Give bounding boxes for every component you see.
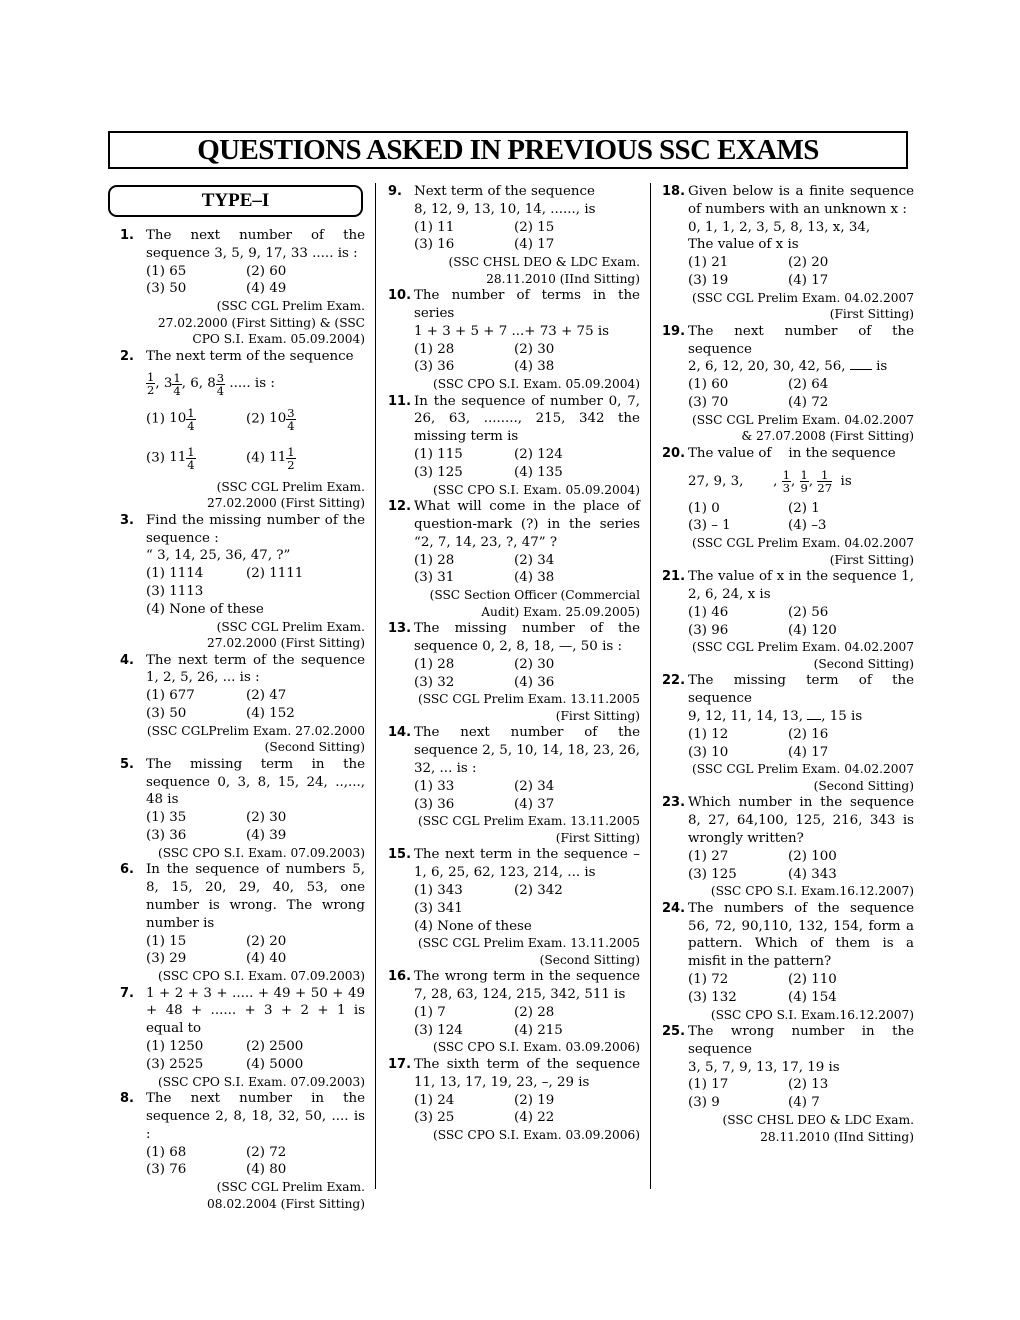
option: (1) 35 — [146, 810, 187, 826]
question-text: The next term of the sequence — [146, 348, 354, 364]
option: (1) 60 — [688, 377, 729, 393]
option: (1) 1250 — [146, 1039, 204, 1055]
option: (3) – 1 — [688, 518, 731, 534]
option: (2) 30 — [514, 656, 555, 672]
exam-source: (SSC CPO S.I. Exam. 07.09.2003) — [157, 1074, 365, 1089]
option: (2) 28 — [514, 1004, 555, 1020]
option: (1) 17 — [688, 1077, 729, 1093]
question-text: What will come in the place of question-mark (?) in the series “2, 7, 14, 23, ?, 47” ? — [414, 499, 640, 550]
exam-source: (SSC CGL Prelim Exam. 27.02.2000 (First Sitting) — [207, 619, 365, 651]
exam-source: (SSC CPO S.I. Exam. 07.09.2003) — [157, 969, 365, 984]
option: (4) 7 — [788, 1095, 820, 1111]
option: (4) 152 — [246, 706, 295, 722]
option: (4) 80 — [246, 1162, 287, 1178]
question-22: 22. The missing term of the sequence 9, 12, 11, 14, 13, , 15 is (1) 12 (2) 16 (3) 10 (4) 17 (SSC CGL Prelim Exam. 04.02.2007 (Second Sitting) — [662, 673, 914, 793]
option: (4) 72 — [788, 394, 829, 410]
column-1 — [120, 227, 365, 1212]
column-3 — [662, 183, 914, 1145]
exam-source: (SSC CPO S.I. Exam. 03.09.2006) — [432, 1040, 640, 1055]
option: (2) 1111 — [246, 566, 304, 582]
option: (2) 2500 — [246, 1039, 304, 1055]
question-3: 3. Find the missing number of the sequence : “ 3, 14, 25, 36, 47, ?” (1) 1114 (2) 1111 (3) 1113 (4) None of these (SSC CGL Prelim Exam. 27.02.2000 (First Sitting) — [120, 512, 365, 651]
option: (2) 19 — [514, 1092, 555, 1108]
option: (4) 120 — [788, 622, 837, 638]
option: (2) 16 — [788, 726, 829, 742]
section-type-label: TYPE–I — [201, 190, 270, 211]
question-text: The value of x is — [688, 237, 799, 253]
sequence-expression: 3, 5, 7, 9, 13, 17, 19 is — [688, 1059, 840, 1075]
question-16: 16. The wrong term in the sequence 7, 28, 63, 124, 215, 342, 511 is (1) 7 (2) 28 (3) 124 (4) 215 (SSC CPO S.I. Exam. 03.09.2006) — [388, 969, 640, 1055]
option: (3) 25 — [414, 1110, 455, 1126]
option: (4) 36 — [514, 674, 555, 690]
question-4: 4. The next term of the sequence 1, 2, 5, 26, ... is : (1) 677 (2) 47 (3) 50 (4) 152 (SSC CGLPrelim Exam. 27.02.2000 (Second Sitting) — [120, 652, 365, 755]
question-text: The next term in the sequence – 1, 6, 25, 62, 123, 214, ... is — [414, 847, 640, 881]
option: (3) 96 — [688, 622, 729, 638]
option: (3) 9 — [688, 1095, 720, 1111]
question-10: 10. The number of terms in the series 1 + 3 + 5 + 7 ...+ 73 + 75 is (1) 28 (2) 30 (3) 36 (4) 38 (SSC CPO S.I. Exam. 05.09.2004) — [388, 288, 640, 392]
option: (1) 65 — [146, 263, 187, 279]
option: (2) 34 — [514, 778, 555, 794]
option: (1) 28 — [414, 341, 455, 357]
option: (2) 110 — [788, 972, 837, 987]
page-banner — [108, 131, 908, 169]
option: (4) None of these — [146, 601, 264, 617]
option: (2) 60 — [246, 263, 287, 279]
exam-source: (SSC CGL Prelim Exam. 04.02.2007 (Second Sitting) — [691, 640, 914, 671]
section-type-box — [108, 185, 363, 217]
option: (2) 30 — [246, 810, 287, 826]
question-text: Which number in the sequence 8, 27, 64,100, 125, 216, 343 is wrongly written? — [688, 795, 914, 846]
question-text: The value of in the sequence — [688, 445, 896, 461]
question-14: 14. The next number of the sequence 2, 5, 10, 14, 18, 23, 26, 32, ... is : (1) 33 (2) 34 (3) 36 (4) 37 (SSC CGL Prelim Exam. 13.11.2005 (First Sitting) — [388, 725, 640, 845]
exam-source: (SSC CHSL DEO & LDC Exam. 28.11.2010 (IInd Sitting) — [722, 1113, 914, 1144]
question-8: 8. The next number in the sequence 2, 8, 18, 32, 50, .... is : (1) 68 (2) 72 (3) 76 (4) 80 (SSC CGL Prelim Exam. 08.02.2004 (First Sitting) — [120, 1091, 365, 1211]
column-divider — [375, 183, 376, 1189]
question-text: The missing term of the sequence — [688, 673, 914, 707]
option: (4) 17 — [514, 237, 555, 253]
exam-source: (SSC CGL Prelim Exam. 04.02.2007 (First Sitting) — [691, 290, 914, 322]
option: (4) 11 $\frac{1}{2}$ — [246, 444, 295, 472]
exam-source: (SSC CGL Prelim Exam. 08.02.2004 (First Sitting) — [207, 1180, 365, 1211]
option: (2) 342 — [514, 882, 563, 898]
option: (1) 72 — [688, 972, 729, 987]
option: (1) 28 — [414, 656, 455, 672]
option: (1) 115 — [414, 447, 463, 463]
option: (3) 70 — [688, 394, 729, 410]
option: (1) 11 — [414, 219, 455, 235]
question-text: In the sequence of numbers 5, 8, 15, 20, 29, 40, 53, one number is wrong. The wrong number is — [146, 862, 365, 931]
option: (4) 38 — [514, 570, 555, 586]
option: (1) 24 — [414, 1092, 455, 1108]
option: (1) 677 — [146, 688, 195, 704]
question-18: 18. Given below is a finite sequence of numbers with an unknown x : 0, 1, 1, 2, 3, 5, 8, 13, x, 34, The value of x is (1) 21 (2) 20 (3) 19 (4) 17 (SSC CGL Prelim Exam. 04.02.2007 (First Sitting) — [662, 184, 914, 322]
option: (3) 2525 — [146, 1056, 204, 1072]
option: (4) 17 — [788, 272, 829, 288]
option: (2) 100 — [788, 848, 837, 864]
question-21: 21. The value of x in the sequence 1, 2, 6, 24, x is (1) 46 (2) 56 (3) 96 (4) 120 (SSC CGL Prelim Exam. 04.02.2007 (Second Sitting) — [662, 569, 914, 671]
option: (4) 5000 — [246, 1056, 304, 1072]
option: (3) 76 — [146, 1162, 187, 1178]
option: (1) 33 — [414, 778, 455, 794]
question-9: 9. Next term of the sequence 8, 12, 9, 13, 10, 14, ......, is (1) 11 (2) 15 (3) 16 (4) 17 (SSC CHSL DEO & LDC Exam. 28.11.2010 (IInd Sitting) — [388, 184, 640, 286]
page-title: QUESTIONS ASKED IN PREVIOUS SSC EXAMS — [197, 133, 819, 166]
exam-source: (SSC CPO S.I. Exam.16.12.2007) — [710, 884, 914, 899]
column-divider — [650, 183, 651, 1189]
option: (1) 7 — [414, 1004, 446, 1020]
question-text: The next number of the sequence — [688, 323, 914, 357]
option: (3) 132 — [688, 989, 737, 1005]
sequence-expression: 0, 1, 1, 2, 3, 5, 8, 13, x, 34, — [688, 219, 871, 235]
question-2: 2. The next term of the sequence $\frac{1}{2}$ , 3 $\frac{1}{4}$ , 6, 8 $\frac{3}{4}$ ..... is : (1) 10 $\frac{1}{4}$ (2) 10 $\frac{3}{4}$ (3) 11 $\frac{1}{4}$ (4) 11 $\frac{1}{2}$ (SSC CGL Prelim Exam. 27.02.2000 (First Sitting) — [120, 348, 365, 511]
exam-source: (SSC CGL Prelim Exam. 13.11.2005 (First Sitting) — [417, 692, 640, 723]
option: (3) 50 — [146, 706, 187, 722]
option: (2) 10 $\frac{3}{4}$ — [246, 405, 295, 433]
exam-source: (SSC CGL Prelim Exam. 04.02.2007 (Second Sitting) — [691, 762, 914, 793]
option: (3) 16 — [414, 237, 455, 253]
option: (3) 36 — [146, 828, 187, 844]
option: (3) 10 — [688, 744, 729, 760]
option: (3) 11 $\frac{1}{4}$ — [146, 444, 195, 472]
option: (4) None of these — [414, 918, 532, 934]
option: (1) 68 — [146, 1144, 187, 1160]
option: (1) 343 — [414, 882, 463, 898]
exam-source: (SSC CPO S.I. Exam. 05.09.2004) — [432, 377, 640, 392]
question-text: The numbers of the sequence 56, 72, 90,110, 132, 154, form a pattern. Which of them is a misfit in the pattern? — [688, 900, 914, 970]
question-text: The next term of the sequence 1, 2, 5, 26, ... is : — [146, 652, 365, 686]
option: (4) 49 — [246, 281, 287, 297]
question-23: 23. Which number in the sequence 8, 27, 64,100, 125, 216, 343 is wrongly written? (1) 27 (2) 100 (3) 125 (4) 343 (SSC CPO S.I. Exam.16.12.2007) — [662, 795, 914, 899]
question-text: The next number of the sequence 2, 5, 10, 14, 18, 23, 26, 32, ... is : — [414, 725, 640, 776]
question-text: The next number of the sequence 3, 5, 9, 17, 33 ..... is : — [146, 228, 365, 261]
option: (4) 17 — [788, 744, 829, 760]
option: (1) 46 — [688, 604, 729, 620]
exam-source: (SSC CGL Prelim Exam. 13.11.2005 (First Sitting) — [417, 814, 640, 845]
option: (3) 29 — [146, 951, 187, 967]
question-text: The wrong term in the sequence 7, 28, 63, 124, 215, 342, 511 is — [414, 969, 640, 1003]
question-11: 11. In the sequence of number 0, 7, 26, 63, ........, 215, 342 the missing term is (1) 115 (2) 124 (3) 125 (4) 135 (SSC CPO S.I. Exam. 05.09.2004) — [388, 393, 640, 497]
question-6: 6. In the sequence of numbers 5, 8, 15, 20, 29, 40, 53, one number is wrong. The wrong number is (1) 15 (2) 20 (3) 29 (4) 40 (SSC CPO S.I. Exam. 07.09.2003) — [120, 862, 365, 984]
question-5: 5. The missing term in the sequence 0, 3, 8, 15, 24, ..,..., 48 is (1) 35 (2) 30 (3) 36 (4) 39 (SSC CPO S.I. Exam. 07.09.2003) — [120, 756, 365, 860]
option: (2) 64 — [788, 377, 829, 393]
option: (3) 125 — [414, 464, 463, 480]
exam-source: (SSC CGL Prelim Exam. 04.02.2007 (First Sitting) — [691, 536, 914, 567]
option: (2) 20 — [246, 933, 287, 949]
sequence-expression: 1 + 3 + 5 + 7 ...+ 73 + 75 is — [414, 323, 610, 339]
question-12: 12. What will come in the place of question-mark (?) in the series “2, 7, 14, 23, ?, 47” ? (1) 28 (2) 34 (3) 31 (4) 38 (SSC Section Officer (Commercial Audit) Exam. 25.09.2005) — [388, 499, 640, 619]
exam-source: (SSC Section Officer (Commercial Audit) Exam. 25.09.2005) — [429, 588, 640, 619]
question-text: The sixth term of the sequence 11, 13, 17, 19, 23, –, 29 is — [414, 1056, 640, 1090]
option: (3) 124 — [414, 1022, 463, 1038]
question-text: Given below is a finite sequence of numbers with an unknown x : — [688, 184, 914, 217]
question-text: The value of x in the sequence 1, 2, 6, 24, x is — [688, 569, 914, 602]
option: (4) 37 — [514, 796, 555, 812]
option: (2) 20 — [788, 255, 829, 271]
option: (1) 1114 — [146, 566, 204, 582]
option: (2) 124 — [514, 447, 563, 463]
question-text: The next number in the sequence 2, 8, 18, 32, 50, .... is : — [146, 1091, 365, 1142]
sequence-expression: 8, 12, 9, 13, 10, 14, ......, is — [414, 201, 596, 217]
exam-source: (SSC CGL Prelim Exam. 27.02.2000 (First Sitting) — [207, 479, 365, 511]
question-text: Next term of the sequence — [414, 184, 595, 199]
option: (4) 22 — [514, 1110, 555, 1126]
question-text: Find the missing number of the sequence : — [146, 512, 365, 546]
option: (2) 30 — [514, 341, 555, 357]
exam-source: (SSC CPO S.I. Exam. 03.09.2006) — [432, 1128, 640, 1143]
exam-source: (SSC CGL Prelim Exam. 27.02.2000 (First Sitting) & (SSC CPO S.I. Exam. 05.09.2004) — [157, 299, 365, 347]
question-13: 13. The missing number of the sequence 0, 2, 8, 18, —, 50 is : (1) 28 (2) 30 (3) 32 (4) 36 (SSC CGL Prelim Exam. 13.11.2005 (First Sitting) — [388, 621, 640, 723]
sequence-expression: 2, 6, 12, 20, 30, 42, 56, is — [688, 359, 888, 375]
option: (1) 0 — [688, 500, 720, 516]
question-text: The wrong number in the sequence — [688, 1024, 914, 1057]
question-7: 7. 1 + 2 + 3 + ..... + 49 + 50 + 49 + 48 + ...... + 3 + 2 + 1 is equal to (1) 1250 (2) 2500 (3) 2525 (4) 5000 (SSC CPO S.I. Exam. 07.09.2003) — [120, 985, 365, 1089]
option: (4) 215 — [514, 1022, 563, 1038]
option: (2) 72 — [246, 1144, 287, 1160]
option: (3) 50 — [146, 281, 187, 297]
sequence-expression: $\frac{1}{2}$ , 3 $\frac{1}{4}$ , 6, 8 $\frac{3}{4}$ ..... is : — [147, 370, 275, 398]
sequence-expression: “ 3, 14, 25, 36, 47, ?” — [146, 548, 291, 564]
question-1: 1. The next number of the sequence 3, 5, 9, 17, 33 ..... is : (1) 65 (2) 60 (3) 50 (4) 49 (SSC CGL Prelim Exam. 27.02.2000 (First Sitting) & (SSC CPO S.I. Exam. 05.09.2004) — [120, 228, 365, 347]
exam-source: (SSC CHSL DEO & LDC Exam. 28.11.2010 (IInd Sitting) — [448, 255, 640, 286]
option: (2) 56 — [788, 604, 829, 620]
option: (4) –3 — [788, 518, 827, 534]
option: (1) 28 — [414, 552, 455, 568]
sequence-expression: 27, 9, 3, , $\frac{1}{3}$ , $\frac{1}{9}$ , $\frac{1}{27}$ is — [688, 467, 852, 495]
exam-source: (SSC CPO S.I. Exam. 05.09.2004) — [432, 482, 640, 497]
option: (2) 47 — [246, 688, 287, 704]
question-25: 25. The wrong number in the sequence 3, 5, 7, 9, 13, 17, 19 is (1) 17 (2) 13 (3) 9 (4) 7 (SSC CHSL DEO & LDC Exam. 28.11.2010 (IInd Sitting) — [662, 1024, 914, 1144]
exam-source: (SSC CGL Prelim Exam. 04.02.2007 & 27.07.2008 (First Sitting) — [691, 412, 914, 444]
option: (4) 38 — [514, 359, 555, 375]
option: (4) 40 — [246, 951, 287, 967]
option: (3) 36 — [414, 796, 455, 812]
option: (3) 31 — [414, 570, 455, 586]
option: (3) 125 — [688, 866, 737, 882]
option: (4) 154 — [788, 989, 837, 1005]
column-2 — [388, 183, 640, 1144]
question-text: In the sequence of number 0, 7, 26, 63, ........, 215, 342 the missing term is — [414, 393, 640, 445]
option: (1) 10 $\frac{1}{4}$ — [146, 405, 195, 433]
option: (1) 21 — [688, 255, 729, 271]
option: (2) 1 — [788, 500, 820, 516]
question-text: The missing term in the sequence 0, 3, 8, 15, 24, ..,..., 48 is — [146, 756, 365, 808]
exam-source: (SSC CPO S.I. Exam. 07.09.2003) — [157, 845, 365, 860]
option: (1) 12 — [688, 726, 729, 742]
option: (3) 36 — [414, 359, 455, 375]
exam-source: (SSC CGLPrelim Exam. 27.02.2000 (Second Sitting) — [146, 723, 365, 755]
option: (4) 343 — [788, 866, 837, 882]
question-20: 20. The value of in the sequence 27, 9, 3, , $\frac{1}{3}$ , $\frac{1}{9}$ , $\frac{1}{27}$ is (1) 0 (2) 1 (3) – 1 (4) –3 (SSC CGL Prelim Exam. 04.02.2007 (First Sitting) — [662, 445, 914, 567]
option: (3) 341 — [414, 900, 463, 916]
option: (2) 15 — [514, 219, 555, 235]
option: (3) 1113 — [146, 584, 204, 600]
option: (3) 19 — [688, 272, 729, 288]
option: (4) 135 — [514, 464, 563, 480]
exam-source: (SSC CGL Prelim Exam. 13.11.2005 (Second Sitting) — [417, 936, 640, 967]
exam-source: (SSC CPO S.I. Exam.16.12.2007) — [710, 1007, 914, 1022]
option: (1) 15 — [146, 933, 187, 949]
question-24: 24. The numbers of the sequence 56, 72, 90,110, 132, 154, form a pattern. Which of them is a misfit in the pattern? (1) 72 (2) 110 (3) 132 (4) 154 (SSC CPO S.I. Exam.16.12.2007) — [662, 900, 914, 1022]
question-17: 17. The sixth term of the sequence 11, 13, 17, 19, 23, –, 29 is (1) 24 (2) 19 (3) 25 (4) 22 (SSC CPO S.I. Exam. 03.09.2006) — [388, 1056, 640, 1143]
question-19: 19. The next number of the sequence 2, 6, 12, 20, 30, 42, 56, is (1) 60 (2) 64 (3) 70 (4) 72 (SSC CGL Prelim Exam. 04.02.2007 & 27.07.2008 (First Sitting) — [662, 323, 914, 444]
option: (1) 27 — [688, 848, 729, 864]
option: (2) 34 — [514, 552, 555, 568]
sequence-expression: 9, 12, 11, 14, 13, , 15 is — [688, 708, 863, 724]
question-text: The missing number of the sequence 0, 2, 8, 18, —, 50 is : — [414, 621, 640, 654]
question-15: 15. The next term in the sequence – 1, 6, 25, 62, 123, 214, ... is (1) 343 (2) 342 (3) 341 (4) None of these (SSC CGL Prelim Exam. 13.11.2005 (Second Sitting) — [388, 847, 640, 967]
question-text: The number of terms in the series — [414, 288, 640, 321]
option: (3) 32 — [414, 674, 455, 690]
option: (2) 13 — [788, 1077, 829, 1093]
question-text: 1 + 2 + 3 + ..... + 49 + 50 + 49 + 48 + ...... + 3 + 2 + 1 is equal to — [146, 985, 365, 1037]
option: (4) 39 — [246, 828, 287, 844]
